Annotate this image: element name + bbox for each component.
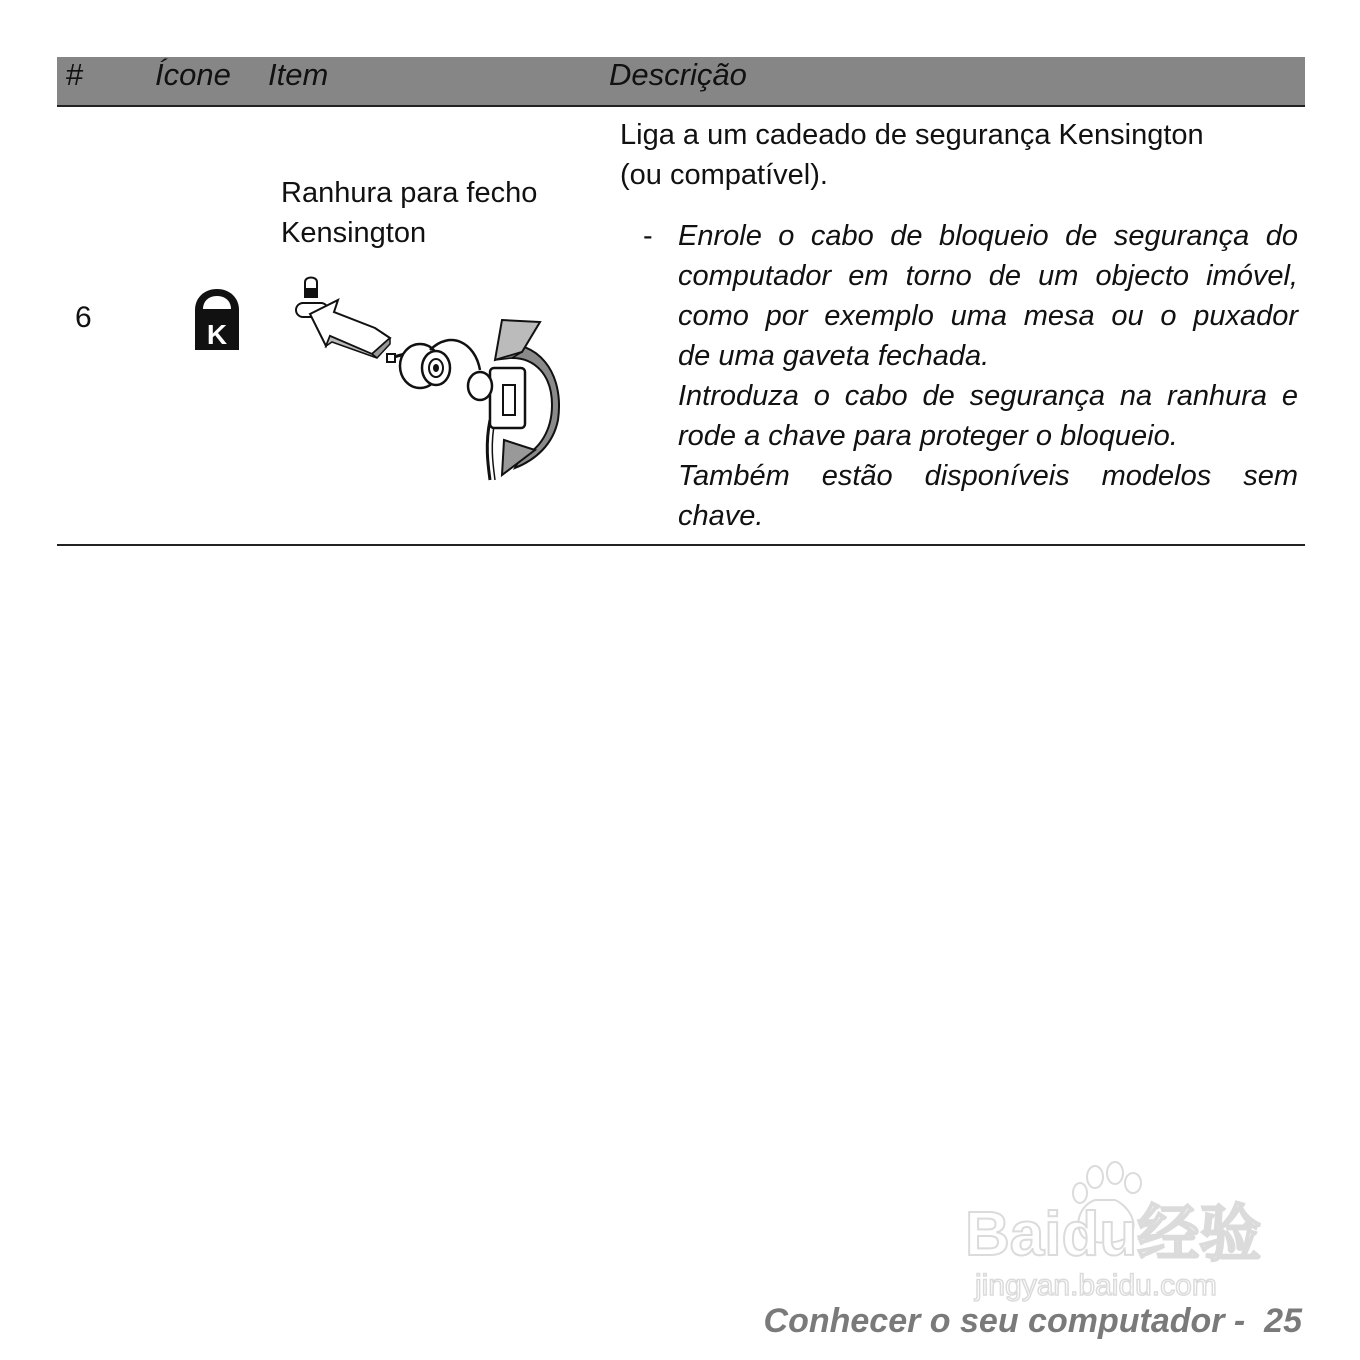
description bbox=[620, 115, 1300, 195]
kensington-lock-icon bbox=[192, 286, 242, 350]
header-item: Item bbox=[268, 57, 329, 92]
description-line1: Liga a um cadeado de segurança Kensington bbox=[620, 119, 1204, 151]
bullet-line: rode a chave para proteger o bloqueio. bbox=[678, 420, 1178, 452]
bullet-marker: - bbox=[643, 220, 653, 252]
bullet-line: de uma gaveta fechada. bbox=[678, 340, 990, 372]
watermark-url: jingyan.baidu.com bbox=[975, 1269, 1217, 1302]
table-header bbox=[57, 57, 1305, 107]
bullet-line: Também estão disponíveis modelos sem bbox=[678, 460, 1298, 492]
kensington-lock-illustration bbox=[290, 270, 575, 485]
item-label bbox=[281, 173, 591, 253]
header-num: # bbox=[66, 57, 84, 92]
bullet-text bbox=[678, 216, 1298, 536]
footer-section: Conhecer o seu computador - bbox=[763, 1302, 1246, 1340]
row-number: 6 bbox=[75, 301, 92, 334]
bullet-line: chave. bbox=[678, 500, 764, 532]
bullet-line: computador em torno de um objecto imóvel, bbox=[678, 260, 1298, 292]
item-label-line1: Ranhura para fecho bbox=[281, 177, 538, 209]
watermark-logo: Baidu经验 bbox=[965, 1200, 1262, 1269]
bullet-line: como por exemplo uma mesa ou o puxador bbox=[678, 300, 1298, 332]
kensington-icon-letter: K bbox=[206, 319, 228, 350]
table-bottom-rule bbox=[57, 544, 1305, 546]
page-footer bbox=[764, 1302, 1302, 1341]
header-icon: Ícone bbox=[155, 57, 231, 92]
item-label-line2: Kensington bbox=[281, 217, 427, 249]
page-number: 25 bbox=[1264, 1302, 1302, 1340]
header-description: Descrição bbox=[609, 57, 747, 92]
bullet-line: Enrole o cabo de bloqueio de segurança do bbox=[678, 220, 1298, 252]
bullet-line: Introduza o cabo de segurança na ranhura e bbox=[678, 380, 1298, 412]
description-line2: (ou compatível). bbox=[620, 159, 828, 191]
baidu-watermark bbox=[955, 1155, 1285, 1305]
